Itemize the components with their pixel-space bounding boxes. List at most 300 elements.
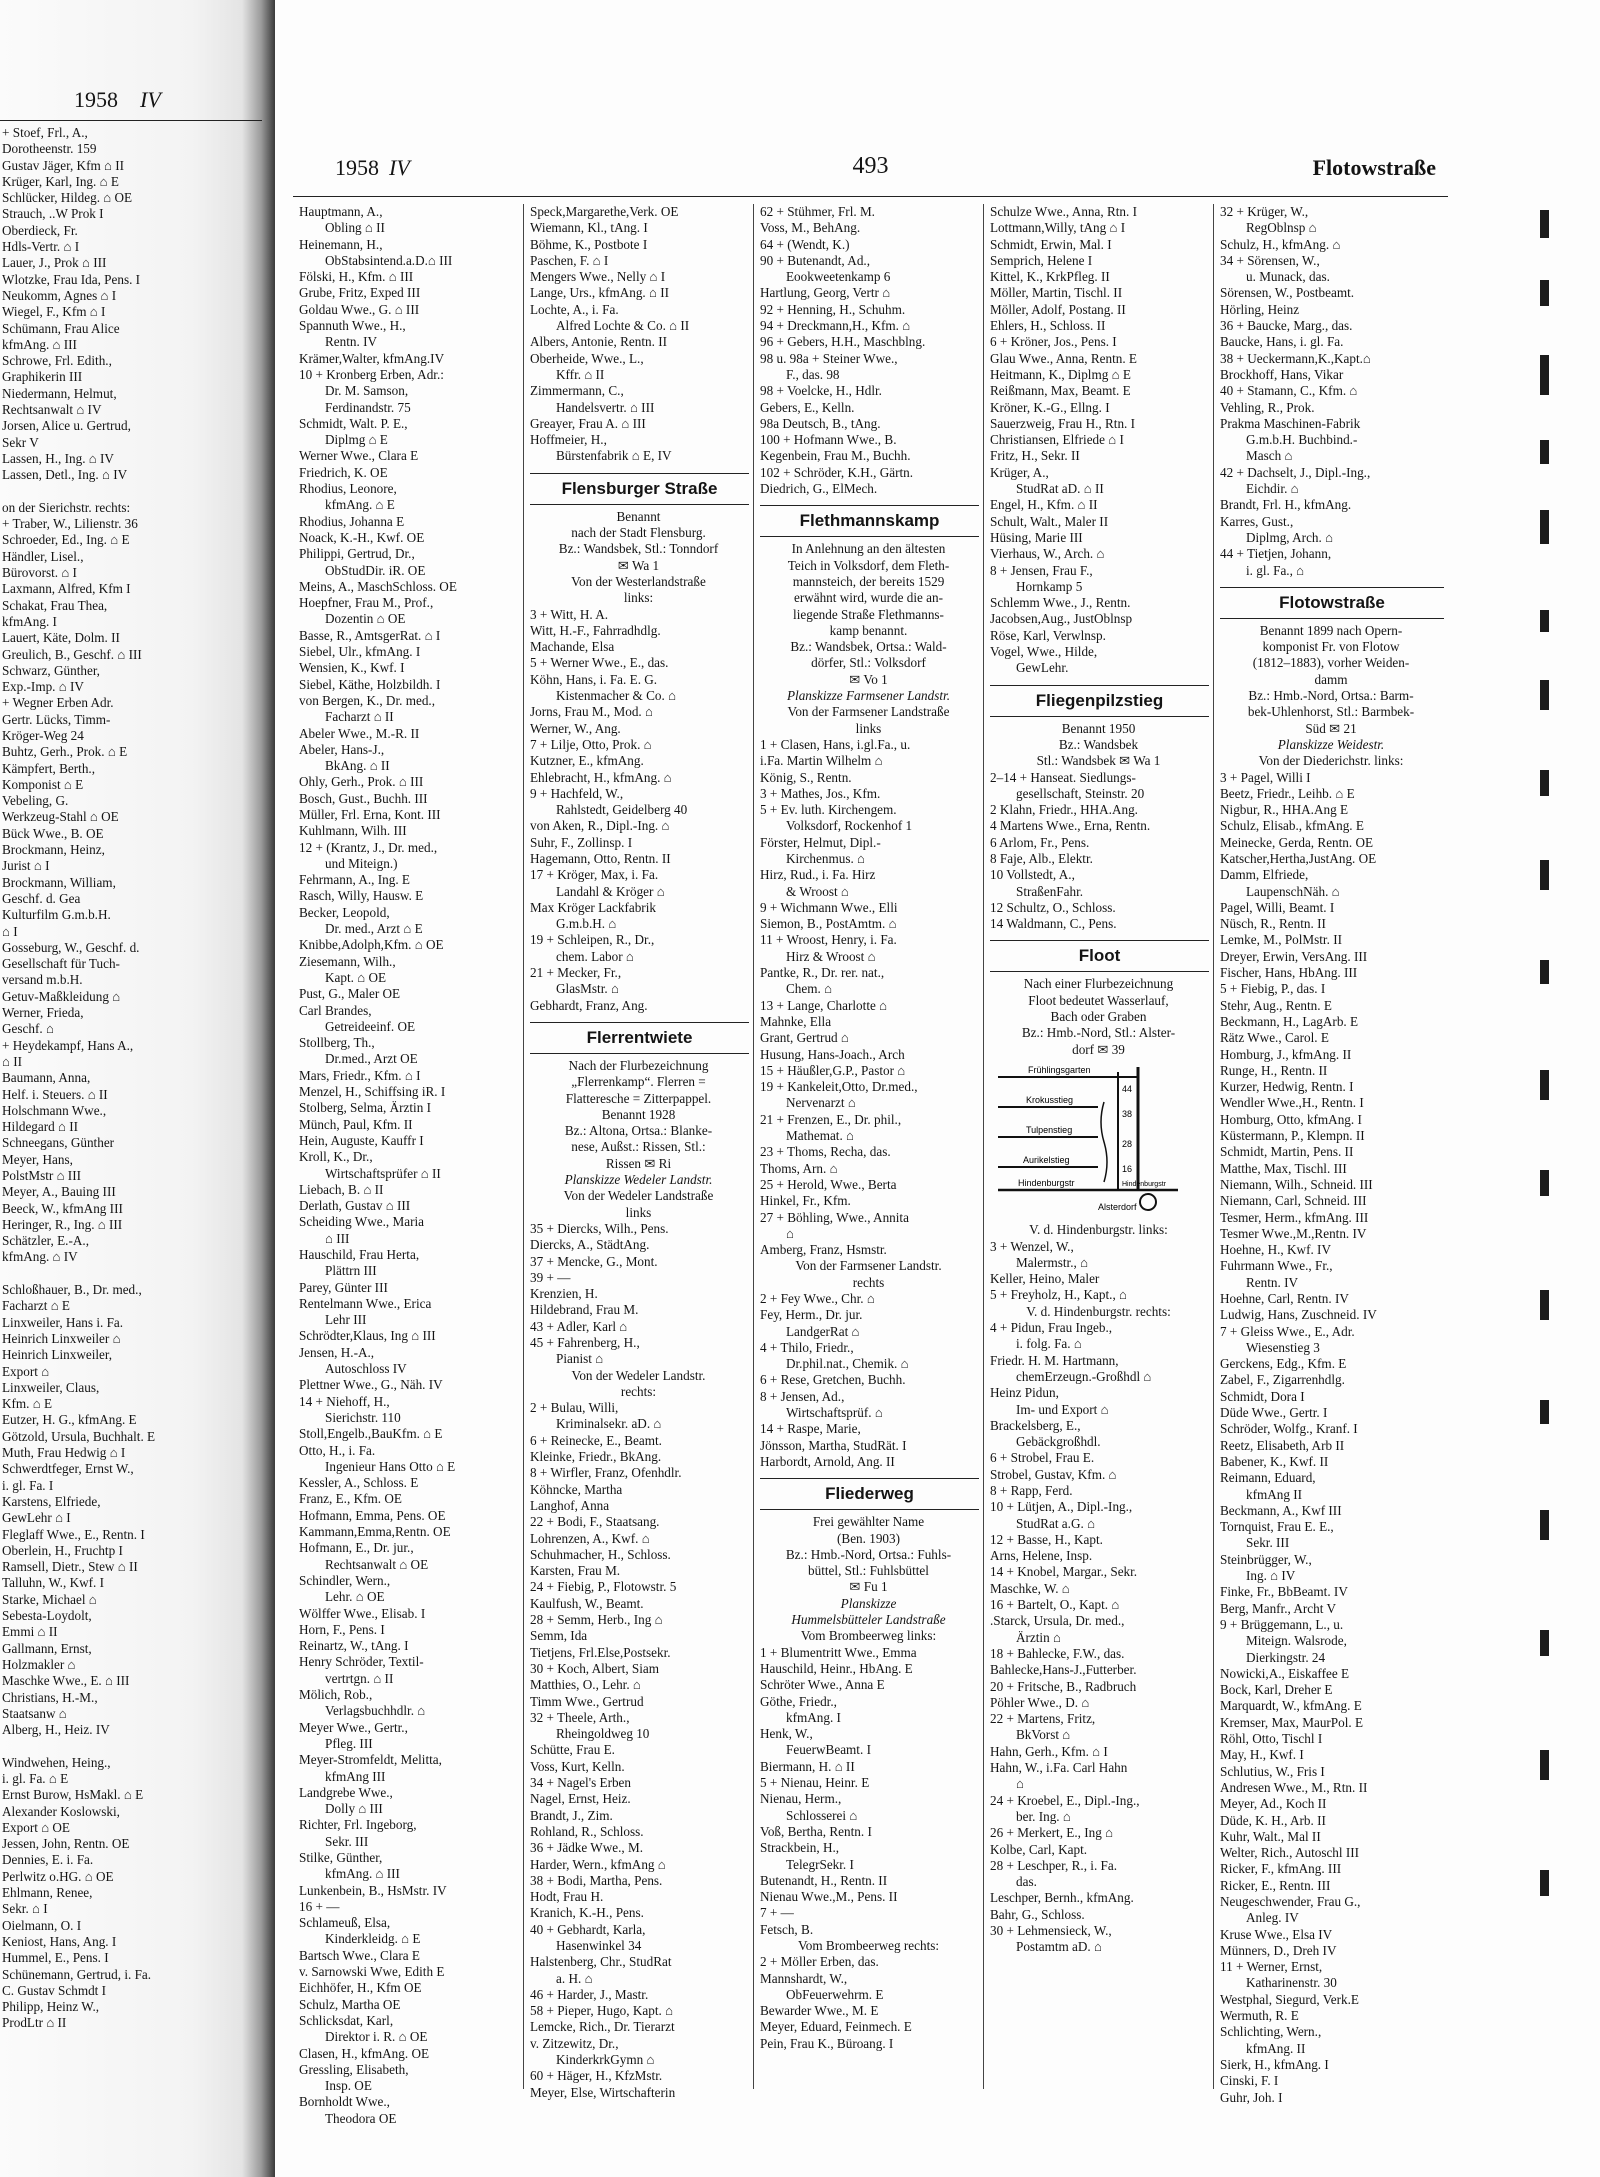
directory-entry: Schmidt, Dora I	[1220, 1388, 1305, 1404]
directory-entry: Ing. ⌂ IV	[1246, 1568, 1296, 1584]
left-page-line: Holzmakler ⌂	[2, 1656, 76, 1672]
directory-entry: Mengers Wwe., Nelly ⌂ I	[530, 269, 666, 285]
left-page-header	[0, 80, 262, 121]
directory-entry: Tietjens, Frl.Else,Postsekr.	[530, 1644, 671, 1660]
directory-entry: Schrödter,Klaus, Ing ⌂ III	[299, 1328, 436, 1344]
side-title: V. d. Hindenburgstr. rechts:	[1026, 1303, 1171, 1319]
directory-entry: 24 + Kroebel, E., Dipl.-Ing.,	[990, 1792, 1140, 1808]
directory-entry: 28 + Semm, Herb., Ing ⌂	[530, 1612, 663, 1628]
description-line: ✉ Fu 1	[849, 1579, 888, 1595]
left-page-line	[0, 484, 262, 500]
directory-entry: LandgerRat ⌂	[786, 1323, 860, 1339]
directory-entry: 32 + Krüger, W.,	[1220, 204, 1309, 219]
directory-entry: Alfred Lochte & Co. ⌂ II	[556, 318, 690, 334]
left-page-line: Brockmann, Heinz,	[2, 842, 105, 858]
directory-entry: 15 + Häußler,G.P., Pastor ⌂	[760, 1062, 906, 1078]
directory-entry: 8 + Wirfler, Franz, Ofenhdlr.	[530, 1465, 682, 1481]
directory-entry: Langhof, Anna	[530, 1497, 610, 1513]
directory-entry: BkVorst ⌂	[1016, 1727, 1071, 1743]
column-1	[293, 204, 523, 2126]
directory-entry: Facharzt ⌂ II	[325, 709, 394, 725]
directory-entry: 35 + Diercks, Wilh., Pens.	[530, 1220, 669, 1236]
directory-entry: 4 + Thilo, Friedr.,	[760, 1339, 854, 1355]
street-heading: Flotowstraße	[1220, 587, 1444, 619]
directory-entry: Volksdorf, Rockenhof 1	[786, 818, 913, 834]
edge-tab-mark	[1540, 355, 1549, 395]
directory-entry: Rentelmann Wwe., Erica	[299, 1295, 432, 1311]
directory-entry: Rasch, Willy, Hausw. E	[299, 888, 424, 904]
directory-entry: Mathemat. ⌂	[786, 1128, 854, 1144]
directory-entry: Im- und Export ⌂	[1016, 1401, 1109, 1417]
page-edge-tabs	[1540, 210, 1556, 2010]
directory-entry: Stollberg, Th.,	[299, 1035, 375, 1051]
directory-entry: 5 + Fiebig, P., das. I	[1220, 981, 1326, 997]
left-page-line: Oberdieck, Fr.	[2, 222, 78, 238]
directory-entry: Röhl, Otto, Tischl I	[1220, 1731, 1323, 1747]
directory-entry: Bahr, G., Schloss.	[990, 1906, 1085, 1922]
directory-entry: Wermuth, R. E	[1220, 2008, 1299, 2024]
directory-entry: Oberheide, Wwe., L.,	[530, 350, 644, 366]
directory-entry: Bewarder Wwe., M. E	[760, 2003, 879, 2019]
directory-entry: Friedr. H. M. Hartmann,	[990, 1352, 1119, 1368]
directory-entry: u. Munack, das.	[1246, 269, 1330, 285]
directory-entry: Harbordt, Arnold, Ang. II	[760, 1453, 895, 1469]
directory-entry: 6 + Reinecke, E., Beamt.	[530, 1432, 662, 1448]
directory-entry: Kurzer, Hedwig, Rentn. I	[1220, 1079, 1354, 1095]
directory-entry: Strobel, Gustav, Kfm. ⌂	[990, 1466, 1117, 1482]
directory-entry: 19 + Kankeleit,Otto, Dr.med.,	[760, 1079, 918, 1095]
page-year: 1958 IV	[335, 155, 410, 180]
directory-entry: 9 + Hachfeld, W.,	[530, 785, 624, 801]
directory-entry: Kleinke, Friedr., BkAng.	[530, 1449, 662, 1465]
left-page-line: Christians, H.-M.,	[2, 1689, 98, 1705]
directory-entry: 4 Martens Wwe., Erna, Rentn.	[990, 818, 1151, 834]
left-page-line: Krüger, Karl, Ing. ⌂ E	[2, 173, 119, 189]
directory-entry: Schröter Wwe., Anna E	[760, 1677, 885, 1693]
directory-entry: Schmidt, Erwin, Mal. I	[990, 236, 1112, 252]
side-title: Von der Diederichstr. links:	[1258, 753, 1404, 769]
directory-entry: Berg, Manfr., Archt V	[1220, 1600, 1336, 1616]
left-page-line: Lassen, Detl., Ing. ⌂ IV	[2, 467, 128, 483]
directory-entry: Ingenieur Hans Otto ⌂ E	[325, 1458, 456, 1474]
left-page-line: Windwehen, Heing.,	[2, 1754, 111, 1770]
directory-entry: Schuhmacher, H., Schloss.	[530, 1546, 671, 1562]
directory-entry: Postamtm aD. ⌂	[1016, 1939, 1102, 1955]
plan-sketch-note: Planskizze Farmsener Landstr.	[786, 688, 950, 704]
directory-entry: Neugeschwender, Frau G.,	[1220, 1893, 1361, 1909]
left-page-line: Emmi ⌂ II	[2, 1624, 58, 1640]
directory-entry: Jacobsen,Aug., JustOblnsp	[990, 611, 1133, 627]
directory-entry: Nienau Wwe.,M., Pens. II	[760, 1889, 898, 1905]
directory-entry: RegOblnsp ⌂	[1246, 220, 1317, 236]
left-page-line: Gesellschaft für Tuch-	[2, 956, 120, 972]
directory-entry: Dr.phil.nat., Chemik. ⌂	[786, 1356, 909, 1372]
left-page-line: Kämpfert, Berth.,	[2, 760, 96, 776]
left-page-line: Hummel, E., Pens. I	[2, 1950, 109, 1966]
entry-list	[1220, 770, 1448, 2106]
directory-entry: Max Kröger Lackfabrik	[530, 899, 656, 915]
edge-tab-mark	[1540, 1170, 1549, 1196]
street-heading: Fliederweg	[760, 1478, 979, 1510]
directory-entry: Ehlebracht, H., kfmAng. ⌂	[530, 769, 672, 785]
directory-entry: Köhn, Hans, i. Fa. E. G.	[530, 671, 658, 687]
left-page-fragment	[0, 80, 262, 2140]
directory-entry: Wiesenstieg 3	[1246, 1339, 1320, 1355]
description-line: damm	[1314, 671, 1348, 687]
street-heading: Flensburger Straße	[530, 473, 749, 505]
entry-list	[990, 1239, 1213, 1304]
directory-entry: 28 + Leschper, R., i. Fa.	[990, 1857, 1118, 1873]
directory-entry: 3 + Pagel, Willi I	[1220, 769, 1311, 785]
directory-entry: Arns, Helene, Insp.	[990, 1548, 1093, 1564]
directory-entry: Diplmg, Arch. ⌂	[1246, 529, 1334, 545]
left-page-line: Schrowe, Frl. Edith.,	[2, 353, 112, 369]
directory-entry: Dr. M. Samson,	[325, 383, 409, 399]
directory-entry: Voss, M., BehAng.	[760, 220, 861, 236]
description-line: erwähnt wird, wurde die an-	[793, 590, 944, 606]
directory-entry: 6 Arlom, Fr., Pens.	[990, 834, 1090, 850]
directory-entry: 26 + Merkert, E., Ing ⌂	[990, 1825, 1114, 1841]
directory-entry: Hartlung, Georg, Vertr ⌂	[760, 285, 891, 301]
left-page-line: Götzold, Ursula, Buchhalt. E	[2, 1428, 156, 1444]
directory-entry: Anleg. IV	[1246, 1910, 1299, 1926]
left-page-line: Werner, Frieda,	[2, 1005, 84, 1021]
plan-sketch-note: Planskizze Wedeler Landstr.	[564, 1172, 713, 1188]
directory-entry: 39 + —	[530, 1269, 571, 1285]
map-station-icon	[1140, 1194, 1156, 1210]
map-house-number: 44	[1122, 1083, 1133, 1094]
directory-entry: Mölich, Rob.,	[299, 1687, 373, 1703]
directory-entry: 43 + Adler, Karl ⌂	[530, 1318, 628, 1334]
directory-entry: Schmidt, Walt. P. E.,	[299, 415, 408, 431]
directory-entry: & Wroost ⌂	[786, 883, 849, 899]
directory-entry: Christiansen, Elfriede ⌂ I	[990, 432, 1124, 448]
left-page-year: 1958	[74, 87, 118, 112]
directory-entry: Kittel, K., KrkPfleg. II	[990, 269, 1110, 285]
directory-entry: 10 + Kronberg Erben, Adr.:	[299, 366, 444, 382]
directory-entry: Rhodius, Leonore,	[299, 481, 397, 497]
directory-entry: 2 + Bulau, Willi,	[530, 1400, 619, 1416]
directory-entry: Pagel, Willi, Beamt. I	[1220, 899, 1335, 915]
directory-entry: Meyer, Ad., Koch II	[1220, 1796, 1327, 1812]
entry-list	[760, 1954, 983, 2052]
directory-entry: Voss, Kurt, Kelln.	[530, 1758, 625, 1774]
directory-entry: Voß, Bertha, Rentn. I	[760, 1823, 872, 1839]
left-page-line: Heinrich Linxweiler ⌂	[2, 1330, 121, 1346]
left-page-line: Sekr. ⌂ I	[2, 1901, 48, 1917]
floot-street-map	[998, 1062, 1213, 1216]
directory-entry: Lehr. ⌂ OE	[325, 1589, 385, 1605]
directory-entry: von Aken, R., Dipl.-Ing. ⌂	[530, 818, 670, 834]
directory-entry: 2 + Fey Wwe., Chr. ⌂	[760, 1291, 875, 1306]
directory-entry: 11 + Werner, Ernst,	[1220, 1959, 1323, 1975]
directory-entry: Ohly, Gerh., Prok. ⌂ III	[299, 774, 424, 790]
directory-entry: StudRat aD. ⌂ II	[1016, 481, 1104, 497]
directory-entry: Butenandt, H., Rentn. II	[760, 1872, 888, 1888]
street-description	[1220, 623, 1448, 737]
directory-entry: Dr. med., Arzt ⌂ E	[325, 921, 423, 937]
directory-entry: 2–14 + Hanseat. Siedlungs-	[990, 769, 1136, 785]
directory-entry: Verlagsbuchhdlr. ⌂	[325, 1703, 426, 1719]
directory-entry: Masch ⌂	[1246, 448, 1293, 464]
left-page-line: Gosseburg, W., Geschf. d.	[2, 939, 140, 955]
directory-entry: Kammann,Emma,Rentn. OE	[299, 1524, 451, 1540]
directory-entry: Pfleg. III	[325, 1735, 373, 1751]
map-label: Frühlingsgarten	[1028, 1064, 1091, 1075]
directory-entry: Lehr III	[325, 1312, 367, 1328]
directory-entry: Gebhardt, Franz, Ang.	[530, 997, 648, 1013]
directory-entry: Andresen Wwe., M., Rtn. II	[1220, 1779, 1368, 1795]
left-page-line: Meyer, A., Bauing III	[2, 1184, 116, 1200]
directory-entry: 100 + Hofmann Wwe., B.	[760, 432, 897, 448]
description-line: (Ben. 1903)	[837, 1530, 900, 1546]
left-page-line: Alexander Koslowski,	[2, 1803, 120, 1819]
edge-tab-mark	[1540, 1070, 1549, 1100]
directory-entry: 11 + Wroost, Henry, i. Fa.	[760, 932, 897, 948]
directory-entry: 14 + Raspe, Marie,	[760, 1421, 861, 1437]
left-page-line: Niedermann, Helmut,	[2, 385, 117, 401]
directory-entry: Kinderkleidg. ⌂ E	[325, 1931, 421, 1947]
directory-entry: Dolly ⌂ III	[325, 1801, 383, 1817]
left-page-line: Exp.-Imp. ⌂ IV	[2, 679, 84, 695]
directory-entry: kfmAng. ⌂ III	[325, 1866, 400, 1882]
directory-entry: Bahlecke,Hans-J.,Futterber.	[990, 1662, 1137, 1678]
directory-entry: Heitmann, K., Diplmg ⌂ E	[990, 366, 1131, 382]
edge-tab-mark	[1540, 1290, 1549, 1320]
directory-entry: Siebel, Ulr., kfmAng. I	[299, 644, 421, 660]
directory-entry: 6 + Rese, Gretchen, Buchh.	[760, 1372, 906, 1388]
column-3	[753, 204, 983, 2089]
edge-tab-mark	[1540, 1630, 1549, 1656]
directory-entry: Henk, W.,	[760, 1726, 813, 1742]
directory-entry: Lohrenzen, A., Kwf. ⌂	[530, 1530, 650, 1546]
directory-entry: Rätz Wwe., Carol. E	[1220, 1030, 1329, 1046]
left-page-line: Buhtz, Gerh., Prok. ⌂ E	[2, 744, 128, 760]
directory-entry: Matthe, Max, Tischl. III	[1220, 1160, 1347, 1176]
directory-entry: Meins, A., MaschSchloss. OE	[299, 578, 457, 594]
directory-entry: Rheingoldweg 10	[556, 1726, 650, 1742]
directory-entry: Röse, Karl, Verwlnsp.	[990, 627, 1106, 643]
description-line: Bz.: Hmb.-Nord, Stl.: Alster-	[1021, 1025, 1176, 1041]
left-page-line: ⌂ I	[2, 923, 18, 939]
directory-entry: Clasen, H., kfmAng. OE	[299, 2045, 430, 2061]
directory-entry: Basse, R., AmtsgerRat. ⌂ I	[299, 627, 441, 643]
directory-entry: 37 + Mencke, G., Mont.	[530, 1253, 658, 1269]
directory-entry: 94 + Dreckmann,H., Kfm. ⌂	[760, 318, 911, 334]
directory-entry: Meinecke, Gerda, Rentn. OE	[1220, 834, 1374, 850]
map-house-number: 38	[1122, 1108, 1133, 1119]
directory-entry: 21 + Mecker, Fr.,	[530, 965, 622, 981]
directory-entry: F., das. 98	[786, 366, 840, 382]
directory-entry: LaupenschNäh. ⌂	[1246, 883, 1340, 899]
directory-entry: 7 + Gleiss Wwe., E., Adr.	[1220, 1323, 1355, 1339]
left-page-line: Staatsanw ⌂	[2, 1705, 67, 1721]
directory-entry: Welter, Rich., Autoschl III	[1220, 1845, 1360, 1861]
directory-entry: Witt, H.-F., Fahrradhdlg.	[530, 622, 661, 638]
directory-entry: 32 + Theele, Arth.,	[530, 1709, 630, 1725]
left-page-line: Bück Wwe., B. OE	[2, 825, 104, 841]
directory-entry: 27 + Böhling, Wwe., Annita	[760, 1209, 909, 1225]
description-line: Benannt 1928	[601, 1106, 676, 1122]
directory-entry: Heinz Pidun,	[990, 1385, 1059, 1401]
directory-entry: Autoschloss IV	[325, 1361, 407, 1377]
left-page-line: Geschf. ⌂	[2, 1021, 54, 1037]
directory-entry: Dierkingstr. 24	[1246, 1649, 1326, 1665]
directory-entry: Amberg, Franz, Hsmstr.	[760, 1242, 887, 1258]
directory-entry: Katscher,Hertha,JustAng. OE	[1220, 850, 1377, 866]
directory-entry: Lochte, A., i. Fa.	[530, 301, 619, 317]
entry-list	[760, 1291, 983, 1470]
directory-entry: Fölski, H., Kfm. ⌂ III	[299, 269, 414, 285]
directory-entry: 46 + Harder, J., Mastr.	[530, 1986, 649, 2002]
directory-entry: 1 + Clasen, Hans, i.gl.Fa., u.	[760, 736, 911, 752]
edge-tab-mark	[1540, 610, 1549, 632]
directory-entry: Gerckens, Edg., Kfm. E	[1220, 1356, 1347, 1372]
directory-entry: 12 + Basse, H., Kapt.	[990, 1531, 1103, 1547]
left-page-line: Schloßhauer, B., Dr. med.,	[2, 1282, 142, 1298]
description-line: Frei gewählter Name	[812, 1514, 925, 1530]
left-page-line: Jorsen, Alice u. Gertrud,	[2, 418, 131, 434]
directory-entry: Schütte, Frau E.	[530, 1742, 615, 1758]
directory-entry: Diedrich, G., ElMech.	[760, 481, 878, 497]
directory-entry: Biermann, H. ⌂ II	[760, 1758, 855, 1774]
street-heading: Flerrentwiete	[530, 1022, 749, 1054]
street-description	[530, 509, 753, 574]
entry-list	[530, 1400, 753, 2101]
directory-entry: Hahn, Gerh., Kfm. ⌂ I	[990, 1743, 1108, 1759]
directory-entry: 98 u. 98a + Steiner Wwe.,	[760, 350, 898, 366]
directory-entry: Schlameuß, Elsa,	[299, 1915, 391, 1931]
directory-entry: ObStabsintend.a.D.⌂ III	[325, 252, 453, 268]
left-page-line: Lassen, H., Ing. ⌂ IV	[2, 450, 114, 466]
directory-entry: Meyer, Eduard, Feinmech. E	[760, 2019, 912, 2035]
directory-entry: 34 + Nagel's Erben	[530, 1775, 631, 1791]
directory-entry: Pianist ⌂	[556, 1351, 604, 1367]
directory-entry: Theodora OE	[325, 2110, 397, 2126]
directory-entry: Carl Brandes,	[299, 1002, 372, 1018]
directory-entry: Hoehne, Carl, Rentn. IV	[1220, 1291, 1349, 1306]
left-page-line: Starke, Michael ⌂	[2, 1591, 97, 1607]
directory-entry: 7 + —	[760, 1905, 794, 1921]
directory-entry: 22 + Bodi, F., Staatsang.	[530, 1514, 660, 1530]
directory-entry: Möller, Martin, Tischl. II	[990, 285, 1123, 301]
page-number: 493	[852, 153, 889, 179]
description-line: Benannt 1899 nach Opern-	[1259, 622, 1403, 638]
directory-entry: Menzel, H., Schiffsing iR. I	[299, 1084, 446, 1100]
edge-tab-mark	[1540, 280, 1549, 306]
directory-entry: Timm Wwe., Gertrud	[530, 1693, 644, 1709]
directory-entry: Hornkamp 5	[1016, 578, 1083, 594]
directory-entry: und Miteign.)	[325, 855, 398, 871]
directory-entry: 16 + Bartelt, O., Kapt. ⌂	[990, 1597, 1120, 1613]
directory-entry: Rentn. IV	[325, 334, 378, 350]
directory-entry: Homburg, J., kfmAng. II	[1220, 1046, 1352, 1062]
directory-entry: Sekr. III	[1246, 1535, 1290, 1551]
left-page-line: Jurist ⌂ I	[2, 858, 50, 874]
directory-entry: 13 + Lange, Charlotte ⌂	[760, 997, 888, 1013]
entry-list	[990, 204, 1213, 677]
directory-entry: 22 + Martens, Fritz,	[990, 1711, 1096, 1727]
directory-entry: 64 + (Wendt, K.)	[760, 236, 850, 252]
directory-entry: Düde, K. H., Arb. II	[1220, 1812, 1326, 1828]
entry-list	[760, 204, 983, 497]
description-line: (1812–1883), vorher Weiden-	[1252, 655, 1410, 671]
directory-entry: Semm, Ida	[530, 1628, 588, 1644]
map-label: Hindenburgstr	[1122, 1180, 1166, 1188]
directory-entry: Stehr, Aug., Rentn. E	[1220, 997, 1332, 1013]
description-line: kamp benannt.	[829, 622, 908, 638]
left-page-line: Schakat, Frau Thea,	[2, 597, 108, 613]
directory-entry: Ziesemann, Wilh.,	[299, 953, 396, 969]
directory-entry: 14 + Knobel, Margar., Sekr.	[990, 1564, 1138, 1580]
directory-entry: kfmAng III	[325, 1768, 386, 1784]
directory-entry: Diercks, A., StädtAng.	[530, 1237, 650, 1253]
directory-entry: FeuerwBeamt. I	[786, 1742, 871, 1758]
directory-entry: 14 Waldmann, C., Pens.	[990, 916, 1117, 932]
directory-entry: 38 + Ueckermann,K.,Kapt.⌂	[1220, 350, 1371, 366]
entry-list	[530, 607, 753, 1014]
directory-entry: Bürstenfabrik ⌂ E, IV	[556, 448, 672, 464]
directory-entry: Beckmann, A., Kwf III	[1220, 1502, 1342, 1518]
directory-entry: Liebach, B. ⌂ II	[299, 1181, 384, 1197]
edge-tab-mark	[1540, 510, 1549, 544]
directory-entry: Nagel, Ernst, Heiz.	[530, 1791, 631, 1807]
directory-entry: Kutzner, E., kfmAng.	[530, 753, 644, 769]
left-page-line: Kulturfilm G.m.b.H.	[2, 907, 111, 923]
directory-entry: Rohland, R., Schloss.	[530, 1823, 644, 1839]
description-line: Benannt	[616, 508, 661, 524]
side-subtitle: rechts:	[620, 1383, 657, 1399]
directory-page	[293, 152, 1448, 2126]
directory-entry: Karsten, Frau M.	[530, 1563, 621, 1579]
directory-entry: Karres, Gust.,	[1220, 513, 1294, 529]
directory-entry: 5 + Werner Wwe., E., das.	[530, 655, 669, 671]
directory-entry: 9 + Brüggemann, L., u.	[1220, 1616, 1344, 1632]
directory-entry: Thoms, Arn. ⌂	[760, 1160, 838, 1176]
left-page-line: Meyer, Hans,	[2, 1151, 73, 1167]
left-page-line: Wiegel, F., Kfm ⌂ I	[2, 304, 106, 320]
directory-entry: das.	[1016, 1874, 1037, 1890]
directory-entry: Wendler Wwe.,H., Rentn. I	[1220, 1095, 1364, 1111]
directory-entry: .Starck, Ursula, Dr. med.,	[990, 1613, 1125, 1629]
description-line: Bz.: Wandsbek	[1058, 736, 1139, 752]
edge-tab-mark	[1540, 770, 1549, 796]
directory-entry: Dr.med., Arzt OE	[325, 1051, 418, 1067]
left-page-line: Schneegans, Günther	[2, 1135, 115, 1151]
description-line: Rissen ✉ Ri	[605, 1155, 672, 1171]
directory-entry: Gebers, E., Kelln.	[760, 399, 855, 415]
directory-entry: Abeler, Hans-J.,	[299, 741, 385, 757]
entry-list	[990, 1320, 1213, 1956]
directory-entry: Westphal, Siegurd, Verk.E	[1220, 1991, 1359, 2007]
street-description	[760, 541, 983, 688]
directory-entry: 34 + Sörensen, W.,	[1220, 252, 1320, 268]
left-page-line: Bürovorst. ⌂ I	[2, 565, 77, 581]
directory-entry: Küstermann, P., Klempn. II	[1220, 1128, 1365, 1144]
directory-entry: 40 + Stamann, C., Kfm. ⌂	[1220, 383, 1358, 399]
directory-entry: Friedrich, K. OE	[299, 464, 388, 480]
directory-entry: Schlicksdat, Karl,	[299, 2012, 394, 2028]
directory-entry: Brandt, Frl. H., kfmAng.	[1220, 497, 1352, 513]
left-page-line: Getuv-Maßkleidung ⌂	[2, 988, 121, 1004]
directory-entry: Semprich, Helene I	[990, 252, 1093, 268]
directory-entry: Horn, F., Pens. I	[299, 1621, 385, 1637]
side-title: Von der Wedeler Landstraße	[563, 1188, 714, 1204]
left-page-line: i. gl. Fa. ⌂ E	[2, 1770, 69, 1786]
directory-entry: Tesmer Wwe.,M.,Rentn. IV	[1220, 1225, 1367, 1241]
left-page-line: Baumann, Anna,	[2, 1070, 91, 1086]
directory-entry: Reetz, Elisabeth, Arb II	[1220, 1437, 1345, 1453]
